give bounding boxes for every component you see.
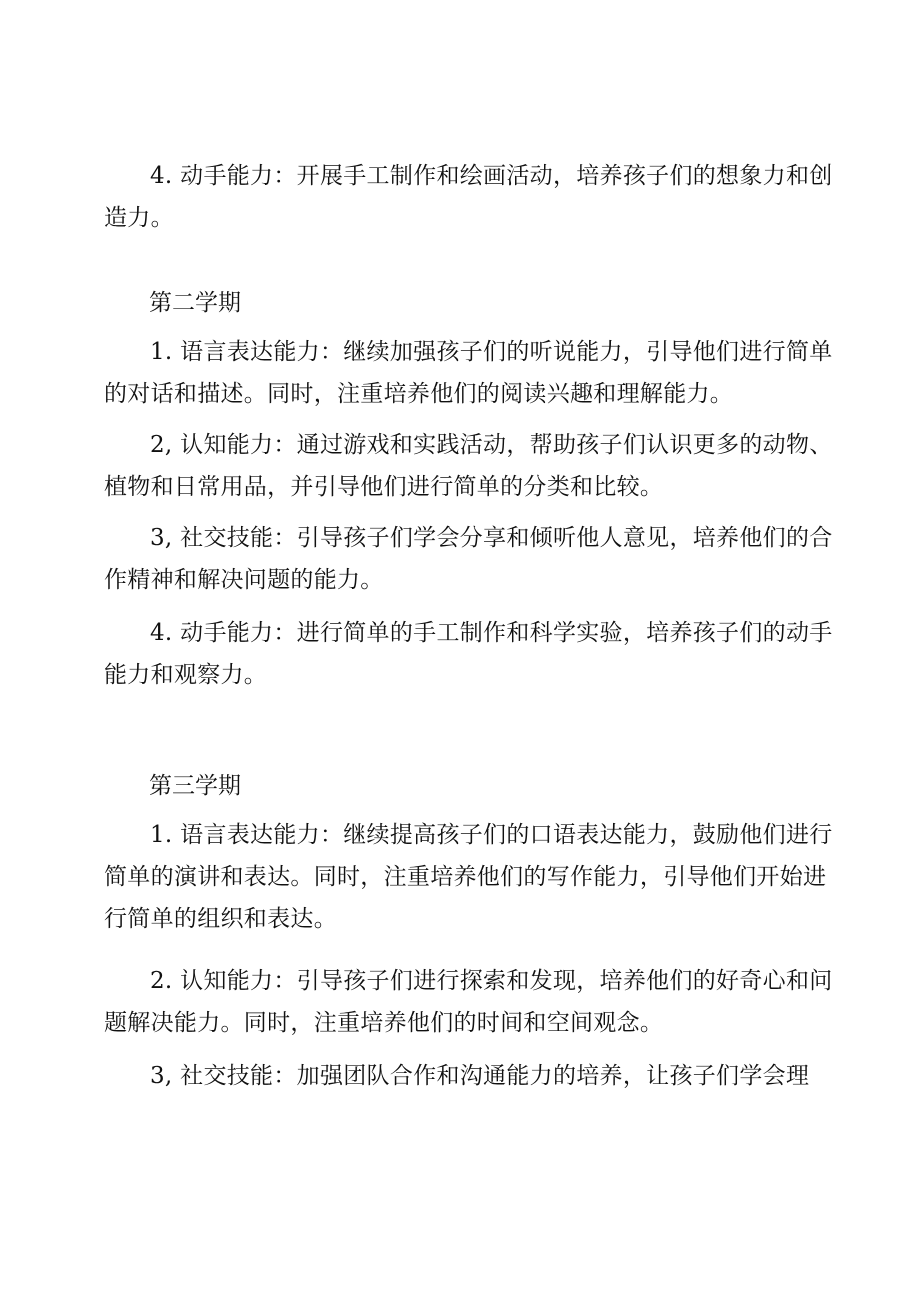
paragraph-line: 行简单的组织和表达。 [104,906,337,932]
paragraph-line: 植物和日常用品，并引导他们进行简单的分类和比较。 [104,474,664,500]
heading-semester-2: 第二学期 [149,290,241,316]
heading-semester-3: 第三学期 [149,773,241,799]
paragraph-line: 能力和观察力。 [104,662,268,688]
paragraph-line: 3, 社交技能：加强团队合作和沟通能力的培养，让孩子们学会理 [150,1063,810,1089]
paragraph-s3-cognition [104,960,833,1044]
paragraph-s2-hands-on [104,612,833,696]
paragraph-line: 简单的演讲和表达。同时，注重培养他们的写作能力，引导他们开始进 [104,864,827,890]
paragraph-line: 1. 语言表达能力：继续提高孩子们的口语表达能力，鼓励他们进行 [150,822,833,848]
paragraph-s3-language [104,814,833,940]
paragraph-s2-language [104,331,833,415]
paragraph-line: 造力。 [104,205,174,231]
paragraph-line: 的对话和描述。同时，注重培养他们的阅读兴趣和理解能力。 [104,381,734,407]
paragraph-line: 1. 语言表达能力：继续加强孩子们的听说能力，引导他们进行简单 [150,339,833,365]
paragraph-s2-social [104,517,833,601]
paragraph-line: 4. 动手能力：开展手工制作和绘画活动，培养孩子们的想象力和创 [150,163,833,189]
paragraph-line: 4. 动手能力：进行简单的手工制作和科学实验，培养孩子们的动手 [150,620,833,646]
paragraph-line: 作精神和解决问题的能力。 [104,567,384,593]
paragraph-line: 2. 认知能力：引导孩子们进行探索和发现，培养他们的好奇心和问 [150,968,833,994]
paragraph-line: 3, 社交技能：引导孩子们学会分享和倾听他人意见，培养他们的合 [150,525,833,551]
paragraph-line: 题解决能力。同时，注重培养他们的时间和空间观念。 [104,1010,664,1036]
paragraph-s2-cognition [104,424,833,508]
paragraph-hands-on-ability-1 [104,155,833,239]
paragraph-s3-social [104,1055,824,1097]
paragraph-line: 2, 认知能力：通过游戏和实践活动，帮助孩子们认识更多的动物、 [150,432,833,458]
